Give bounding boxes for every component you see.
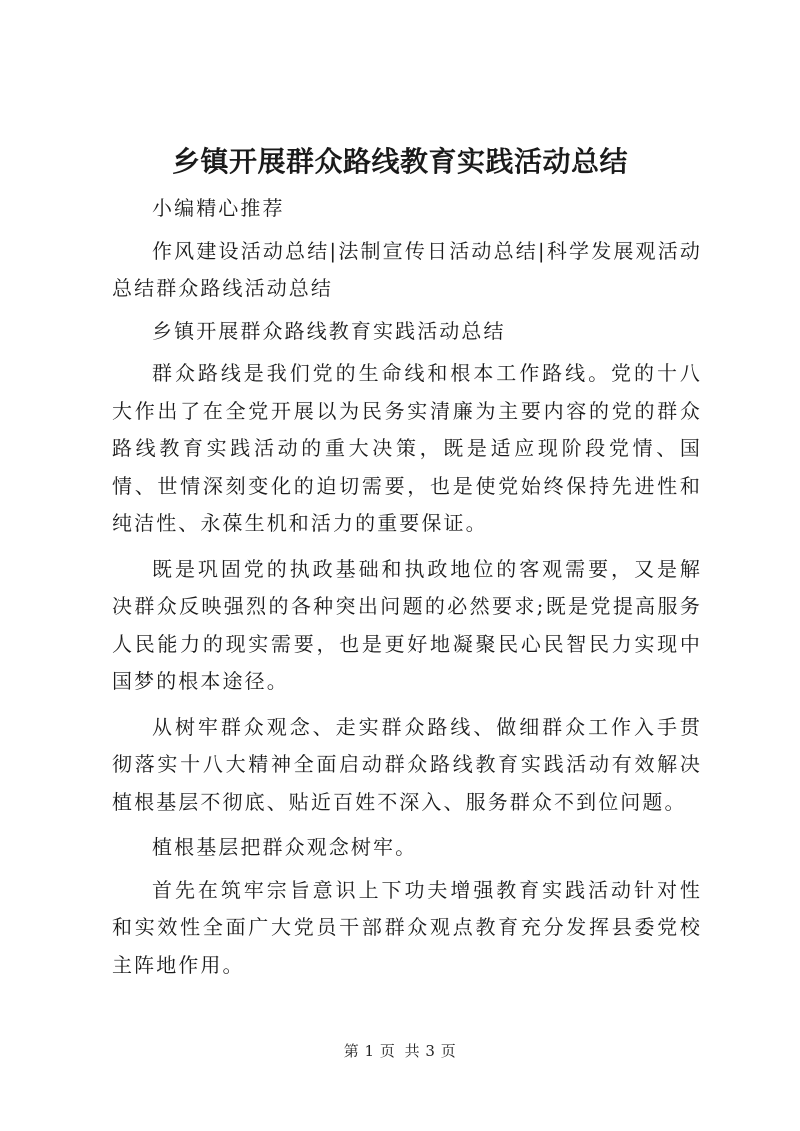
paragraph-body-2: 既是巩固党的执政基础和执政地位的客观需要，又是解决群众反映强烈的各种突出问题的必然要求;既是党提高服务人民能力的现实需要，也是更好地凝聚民心民智民力实现中国梦的根本途径。 (112, 556, 702, 693)
paragraph-subtitle: 乡镇开展群众路线教育实践活动总结 (152, 318, 506, 343)
document-title: 乡镇开展群众路线教育实践活动总结 (171, 145, 628, 178)
paragraph-body-5: 首先在筑牢宗旨意识上下功夫增强教育实践活动针对性和实效性全面广大党员干部群众观点教育充分发挥县委党校主阵地作用。 (112, 877, 702, 977)
paragraph-body-3: 从树牢群众观念、走实群众路线、做细群众工作入手贯彻落实十八大精神全面启动群众路线教育实践活动有效解决植根基层不彻底、贴近百姓不深入、服务群众不到位问题。 (112, 714, 702, 814)
paragraph-recommend: 小编精心推荐 (152, 196, 285, 220)
page-footer (0, 1040, 800, 1061)
page-total: 共 3 页 (404, 1042, 457, 1060)
paragraph-body-4: 植根基层把群众观念树牢。 (152, 835, 418, 859)
paragraph-related-links: 作风建设活动总结|法制宣传日活动总结|科学发展观活动总结群众路线活动总结 (112, 238, 702, 300)
document-body (112, 190, 702, 992)
paragraph-body-1: 群众路线是我们党的生命线和根本工作路线。党的十八大作出了在全党开展以为民务实清廉为主要内容的党的群众路线教育实践活动的重大决策，既是适应现阶段党情、国情、世情深刻变化的迫切需要，也是使党始终保持先进性和纯洁性、永葆生机和活力的重要保证。 (112, 361, 702, 535)
page-number: 第 1 页 (343, 1042, 396, 1060)
